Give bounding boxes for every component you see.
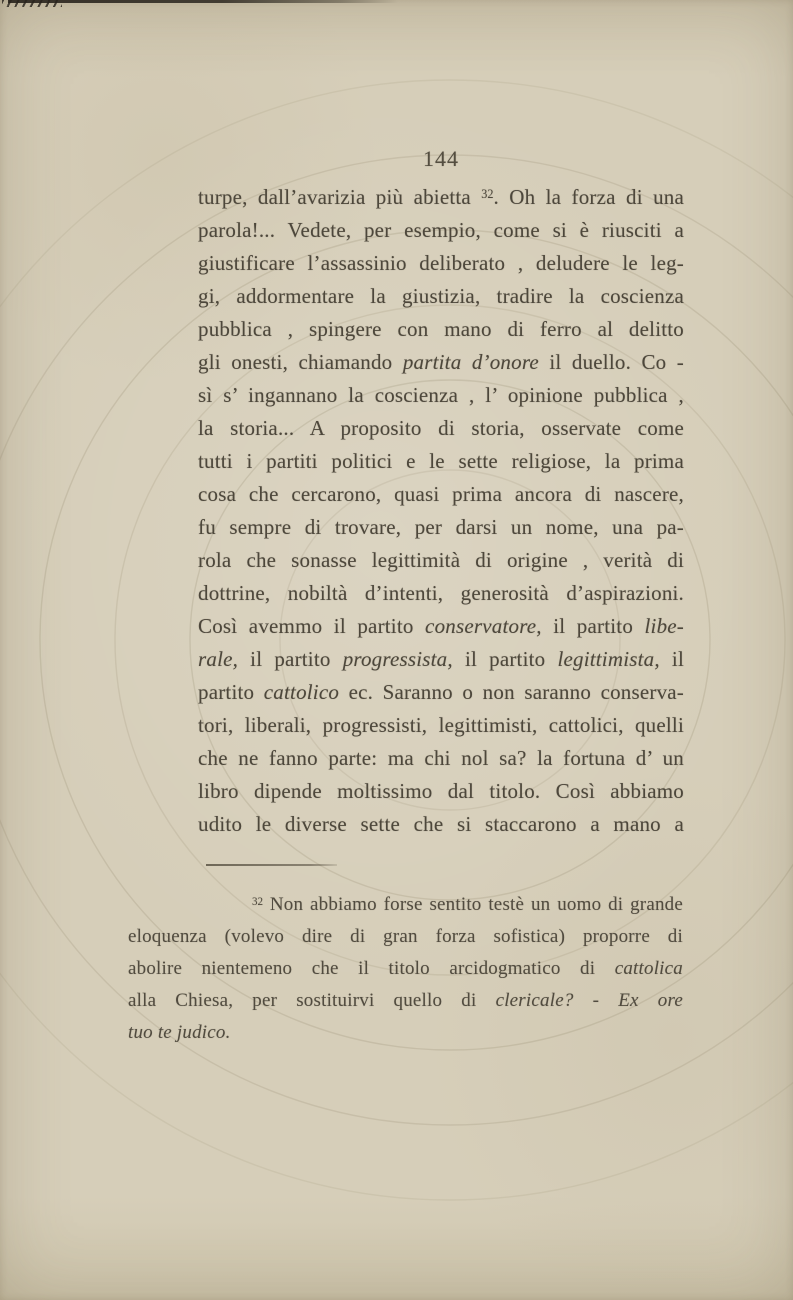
footnote-rule	[206, 864, 337, 866]
text-line: parola!... Vedete, per esempio, come si è riusciti a	[198, 218, 684, 242]
text-line: la storia... A proposito di storia, osservate come	[198, 416, 684, 440]
page-number: 144	[423, 146, 459, 171]
text-line: giustificare l’assassinio deliberato , deludere le leg-	[198, 251, 684, 275]
text-line: Così avemmo il partito conservatore, il partito libe-	[198, 614, 684, 638]
footnote	[128, 889, 683, 1049]
text-line: udito le diverse sette che si staccarono a mano a	[198, 812, 684, 836]
text-line: pubblica , spingere con mano di ferro al delitto	[198, 317, 684, 341]
main-paragraph	[198, 181, 684, 841]
text-line: gi, addormentare la giustizia, tradire la coscienza	[198, 284, 684, 308]
scan-edge-ticks-artifact	[2, 0, 62, 7]
text-line: turpe, dall’avarizia più abietta $^{32}$. Oh la forza di una	[198, 185, 684, 209]
text-line: rola che sonasse legittimità di origine , verità di	[198, 548, 684, 572]
text-line: gli onesti, chiamando partita d’onore il duello. Co -	[198, 350, 684, 374]
text-line: libro dipende moltissimo dal titolo. Così abbiamo	[198, 779, 684, 803]
text-line: dottrine, nobiltà d’intenti, generosità d’aspirazioni.	[198, 581, 684, 605]
text-line: alla Chiesa, per sostituirvi quello di clericale? - Ex ore	[128, 990, 683, 1011]
text-line: $^{32}$ Non abbiamo forse sentito testè un uomo di grande	[252, 894, 683, 915]
text-line: cosa che cercarono, quasi prima ancora di nascere,	[198, 482, 684, 506]
text-line: rale, il partito progressista, il partito legittimista, il	[198, 647, 684, 671]
text-line: tori, liberali, progressisti, legittimisti, cattolici, quelli	[198, 713, 684, 737]
text-line: partito cattolico ec. Saranno o non saranno conserva-	[198, 680, 684, 704]
text-line: tutti i partiti politici e le sette religiose, la prima	[198, 449, 684, 473]
text-line: fu sempre di trovare, per darsi un nome, una pa-	[198, 515, 684, 539]
text-line: che ne fanno parte: ma chi nol sa? la fortuna d’ un	[198, 746, 684, 770]
text-line: abolire nientemeno che il titolo arcidogmatico di cattolica	[128, 958, 683, 979]
text-line: sì s’ ingannano la coscienza , l’ opinione pubblica ,	[198, 383, 684, 407]
scan-edge-artifact	[8, 0, 398, 3]
text-line: tuo te judico.	[128, 1022, 231, 1043]
text-line: eloquenza (volevo dire di gran forza sofistica) proporre di	[128, 926, 683, 947]
